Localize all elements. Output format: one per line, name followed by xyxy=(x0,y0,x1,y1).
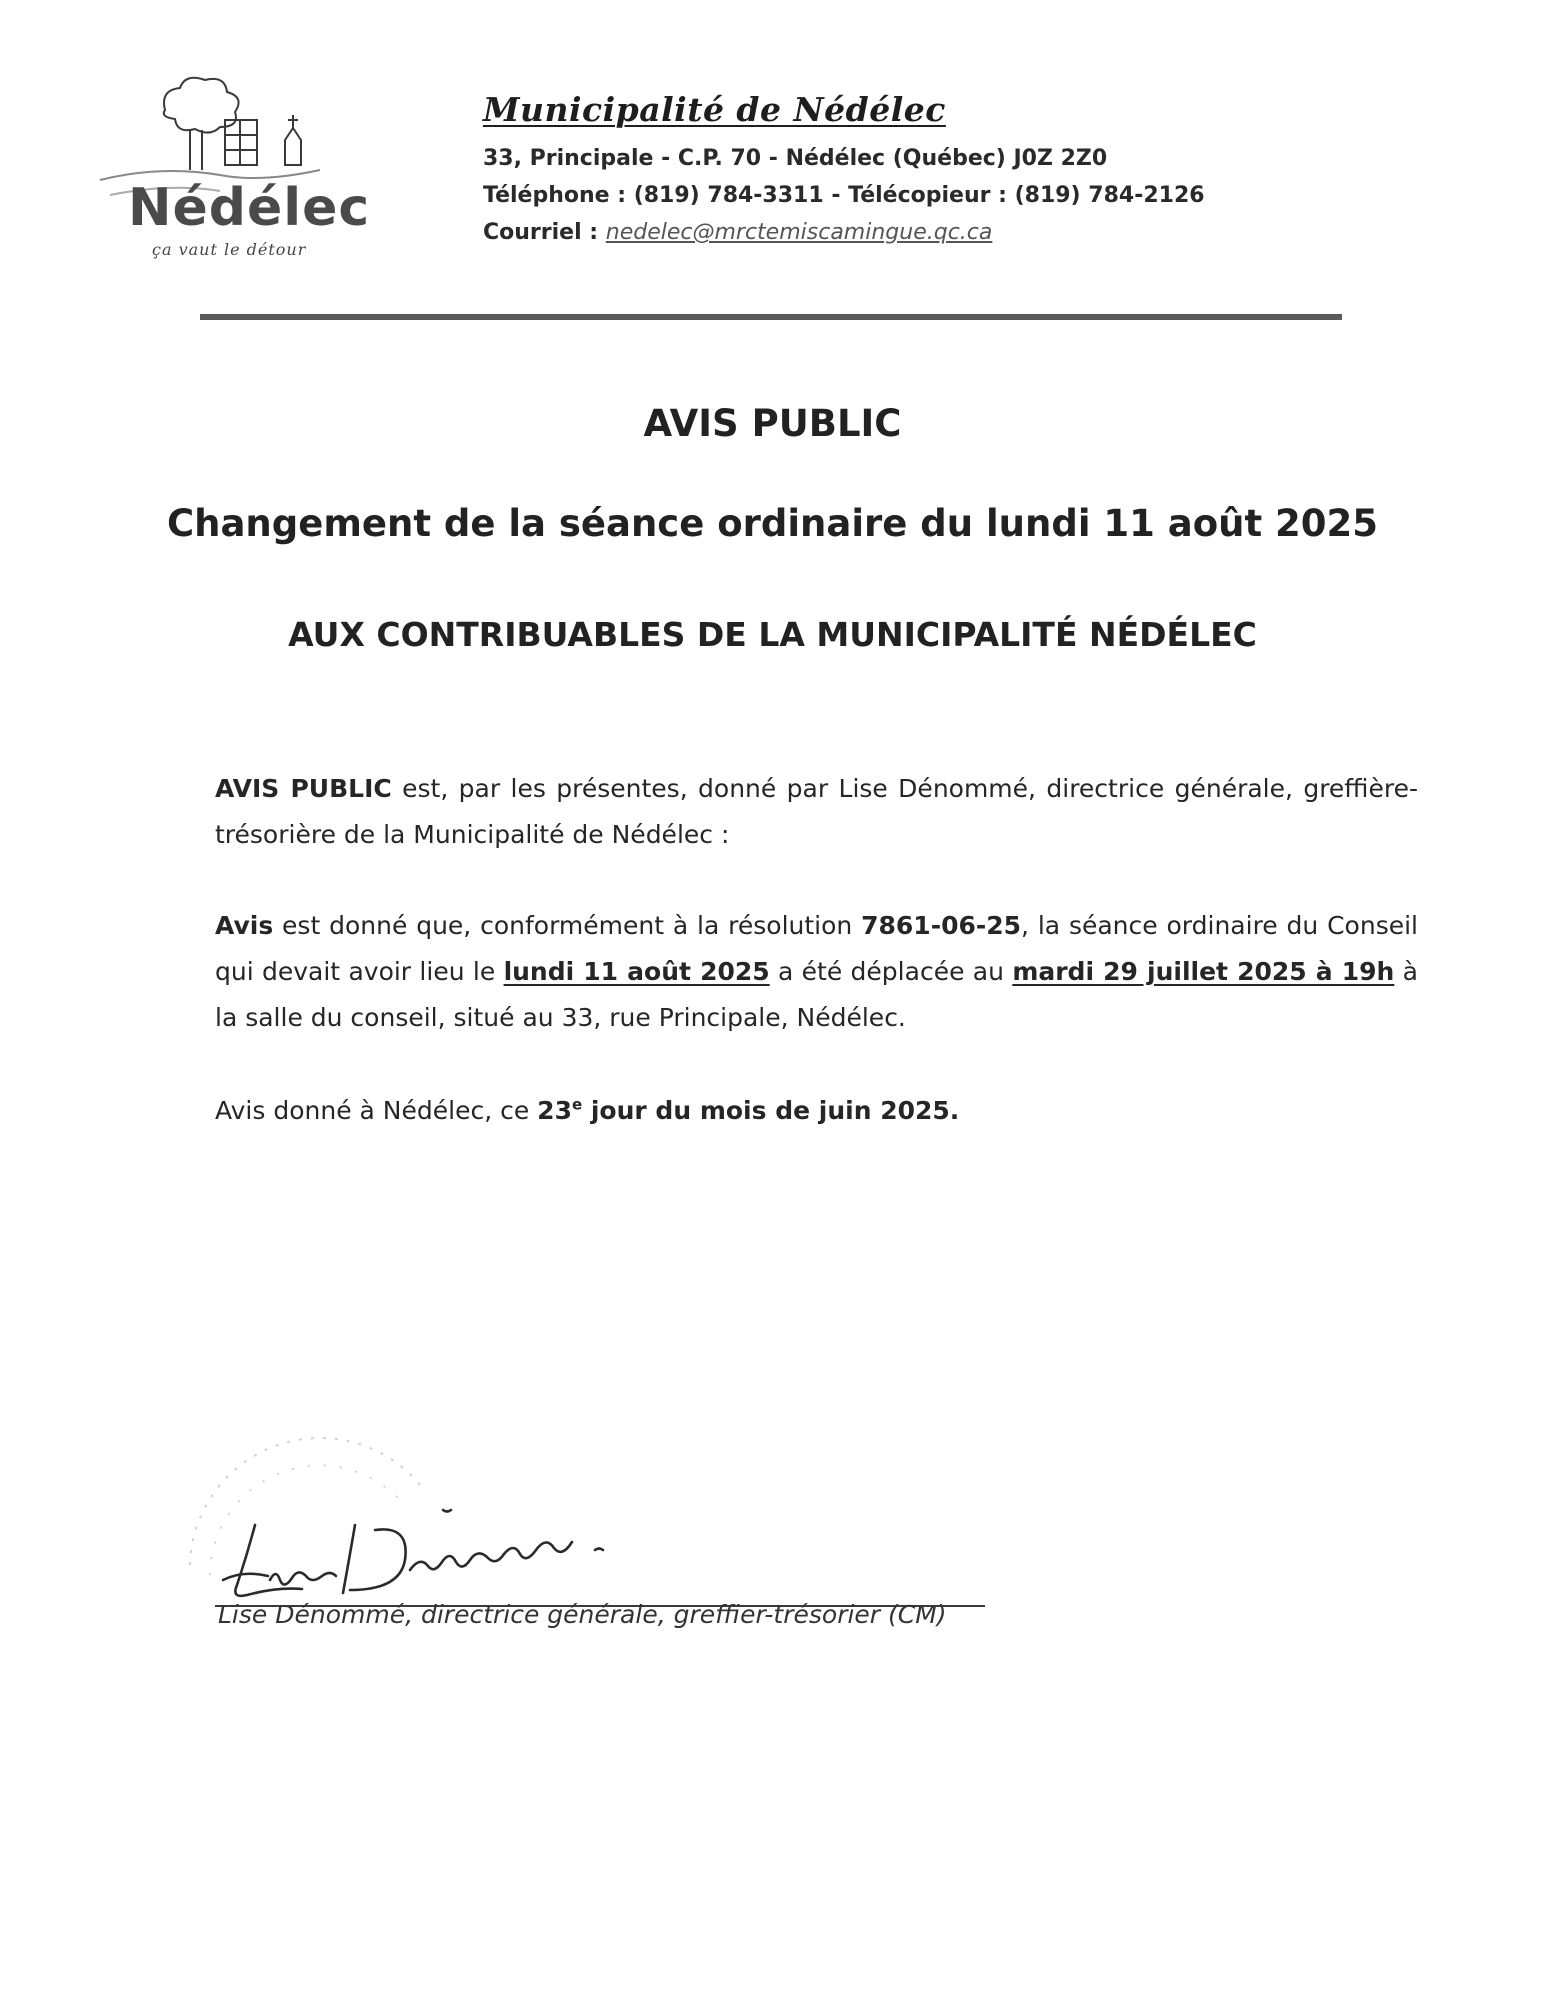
given-text-1: Avis donné à Nédélec, ce xyxy=(215,1096,538,1125)
original-date: lundi 11 août 2025 xyxy=(503,957,770,986)
resolution-number: 7861-06-25 xyxy=(861,911,1022,940)
contact-block xyxy=(483,140,1205,251)
intro-lead: AVIS PUBLIC xyxy=(215,774,392,803)
change-lead: Avis xyxy=(215,911,274,940)
intro-text: est, par les présentes, donné par Lise Dénommé, directrice générale, greffière-trésorière de la Municipalité de Nédélec : xyxy=(215,774,1418,849)
change-text-4: à la salle du conseil, situé au 33, rue Principale, Nédélec. xyxy=(215,957,1418,1032)
notice-subject: Changement de la séance ordinaire du lundi 11 août 2025 xyxy=(166,502,1379,545)
email-label: Courriel : xyxy=(483,220,599,245)
paragraph-given xyxy=(215,1088,1418,1134)
given-day-suffix: e xyxy=(571,1095,583,1114)
organization-name: Municipalité de Nédélec xyxy=(483,90,946,129)
new-date: mardi 29 juillet 2025 à 19h xyxy=(1012,957,1395,986)
given-text-2: jour du mois de juin 2025. xyxy=(582,1096,960,1125)
address: 33, Principale - C.P. 70 - Nédélec (Québec) J0Z 2Z0 xyxy=(483,146,1108,171)
change-text-3: a été déplacée au xyxy=(769,957,1013,986)
handwritten-signature xyxy=(215,1505,685,1605)
notice-audience: AUX CONTRIBUABLES DE LA MUNICIPALITÉ NÉDÉLEC xyxy=(288,615,1257,654)
logo-wordmark: Nédélec xyxy=(128,178,371,238)
phone-fax: Téléphone : (819) 784-3311 - Télécopieur : (819) 784-2126 xyxy=(483,183,1205,208)
change-text-1: est donné que, conformément à la résolution xyxy=(273,911,862,940)
paragraph-intro xyxy=(215,766,1418,858)
email-row xyxy=(483,214,1205,251)
given-day xyxy=(537,1096,959,1125)
change-text-2: , la séance ordinaire du Conseil qui devait avoir lieu le xyxy=(215,911,1418,986)
logo-tagline: ça vaut le détour xyxy=(152,240,307,259)
given-day-number: 23 xyxy=(537,1096,572,1125)
header-divider xyxy=(200,314,1342,320)
email-link[interactable]: nedelec@mrctemiscamingue.qc.ca xyxy=(605,220,993,245)
paragraph-change xyxy=(215,903,1418,1041)
notice-title: AVIS PUBLIC xyxy=(643,402,902,445)
signature-caption: Lise Dénommé, directrice générale, greffier-trésorier (CM) xyxy=(218,1600,947,1629)
municipality-logo xyxy=(90,70,371,270)
